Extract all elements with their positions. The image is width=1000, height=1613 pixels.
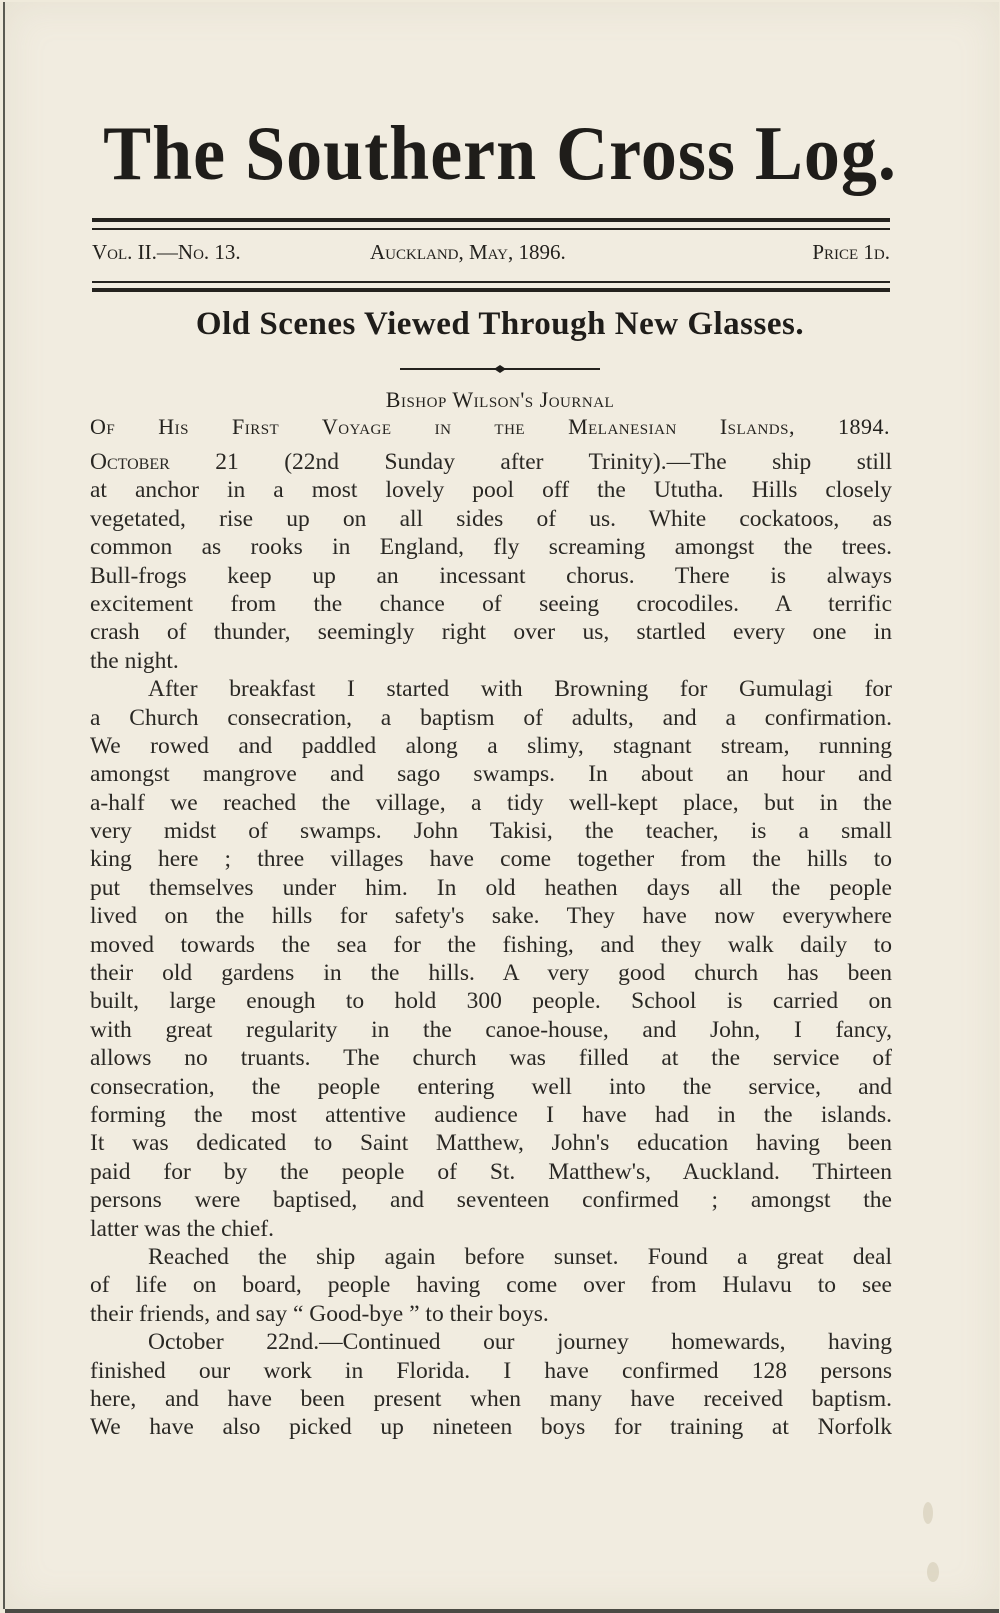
line-text: very midst of swamps. John Takisi, the teacher, is a small [90,818,892,845]
text-line [90,1158,892,1186]
line-text: their old gardens in the hills. A very good church has been [90,960,892,987]
line-text: vegetated, rise up on all sides of us. White cockatoos, as [90,505,892,532]
text-line [90,1044,892,1072]
line-text: finished our work in Florida. I have confirmed 128 persons [90,1357,892,1384]
line-text: latter was the chief. [90,1215,274,1242]
text-line [90,959,892,987]
line-text: consecration, the people entering well into the service, and [90,1073,892,1100]
text-line [90,1101,892,1129]
text-line [90,1243,892,1271]
text-line [90,732,892,760]
text-line [90,874,892,902]
line-text: moved towards the sea for the fishing, and they walk daily to [90,931,892,958]
text-line [90,704,892,732]
line-text: Reached the ship again before sunset. Found a great deal [148,1243,892,1270]
paper-stain [927,1562,939,1582]
article-body [90,448,892,1442]
line-text: put themselves under him. In old heathen days all the people [90,874,892,901]
line-text: built, large enough to hold 300 people. School is carried on [90,988,892,1015]
text-line [90,590,892,618]
text-line [90,987,892,1015]
line-text: amongst mangrove and sago swamps. In about an hour and [90,761,892,788]
masthead-rule-thin-top [92,228,890,230]
masthead-rule-thin-bottom [92,281,890,283]
text-line [90,1413,892,1441]
text-line [90,1129,892,1157]
line-text: lived on the hills for safety's sake. They have now everywhere [90,903,892,930]
line-text: allows no truants. The church was filled at the service of [90,1045,892,1072]
line-text: forming the most attentive audience I have had in the islands. [90,1101,892,1128]
text-line [90,618,892,646]
text-line [90,1073,892,1101]
text-line [90,675,892,703]
line-text: the night. [90,647,179,674]
divider-ornament [400,365,600,373]
masthead-title: The Southern Cross Log. [103,109,897,197]
line-text: of life on board, people having come over from Hulavu to see [90,1272,892,1299]
text-line [90,562,892,590]
text-line [90,533,892,561]
line-text: It was dedicated to Saint Matthew, John's education having been [90,1130,892,1157]
line-text: at anchor in a most lovely pool off the Ututha. Hills closely [90,477,892,504]
line-text: We have also picked up nineteen boys for training at Norfolk [90,1414,892,1441]
line-text: their friends, and say “ Good-bye ” to their boys. [90,1300,549,1327]
line-text: October 22nd.—Continued our journey homewards, having [148,1329,892,1356]
text-line [90,789,892,817]
line-text: Bull-frogs keep up an incessant chorus. There is always [90,562,892,589]
text-line [90,505,892,533]
line-text: king here ; three villages have come together from the hills to [90,846,892,873]
issue-line [92,240,890,270]
text-line [90,902,892,930]
section-title: Old Scenes Viewed Through New Glasses. [195,306,805,342]
line-text: After breakfast I started with Browning for Gumulagi for [148,676,892,703]
issue-price: Price 1d. [812,240,890,264]
masthead-rule-thick-bottom [92,288,890,292]
text-line [90,931,892,959]
text-line [90,1186,892,1214]
text-line [90,1271,892,1299]
text-line [90,1357,892,1385]
line-text: 21 (22nd Sunday after Trinity).—The ship still [169,449,892,475]
text-line [90,760,892,788]
line-text: excitement from the chance of seeing crocodiles. A terrific [90,590,892,617]
article-heading: Bishop Wilson's Journal [385,387,615,412]
text-line [90,448,892,476]
line-text: here, and have been present when many have received baptism. [90,1385,892,1412]
line-text: crash of thunder, seemingly right over us, startled every one in [90,619,892,646]
text-line [90,1300,892,1328]
masthead-rule-thick-top [92,218,890,222]
line-text: with great regularity in the canoe-house, and John, I fancy, [90,1016,892,1043]
issue-volume: Vol. II.—No. 13. [92,240,241,264]
text-line [90,647,892,675]
line-text: persons were baptised, and seventeen confirmed ; amongst the [90,1187,892,1214]
line-text: We rowed and paddled along a slimy, stagnant stream, running [90,732,892,759]
text-line [90,1385,892,1413]
text-line [90,845,892,873]
text-line [90,1215,892,1243]
article-subheading: Of His First Voyage in the Melanesian Islands, 1894. [90,414,890,439]
text-line [90,1328,892,1356]
line-text: paid for by the people of St. Matthew's, Auckland. Thirteen [90,1158,892,1185]
text-line [90,476,892,504]
issue-place-date: Auckland, May, 1896. [370,240,566,264]
paper-stain [923,1502,933,1524]
diamond-icon [494,365,506,373]
text-line [90,1016,892,1044]
text-line [90,817,892,845]
line-text: a-half we reached the village, a tidy well-kept place, but in the [90,789,892,816]
lead-smallcaps: October [90,449,170,475]
line-text: common as rooks in England, fly screaming amongst the trees. [90,534,892,561]
line-text: a Church consecration, a baptism of adults, and a confirmation. [90,704,892,731]
